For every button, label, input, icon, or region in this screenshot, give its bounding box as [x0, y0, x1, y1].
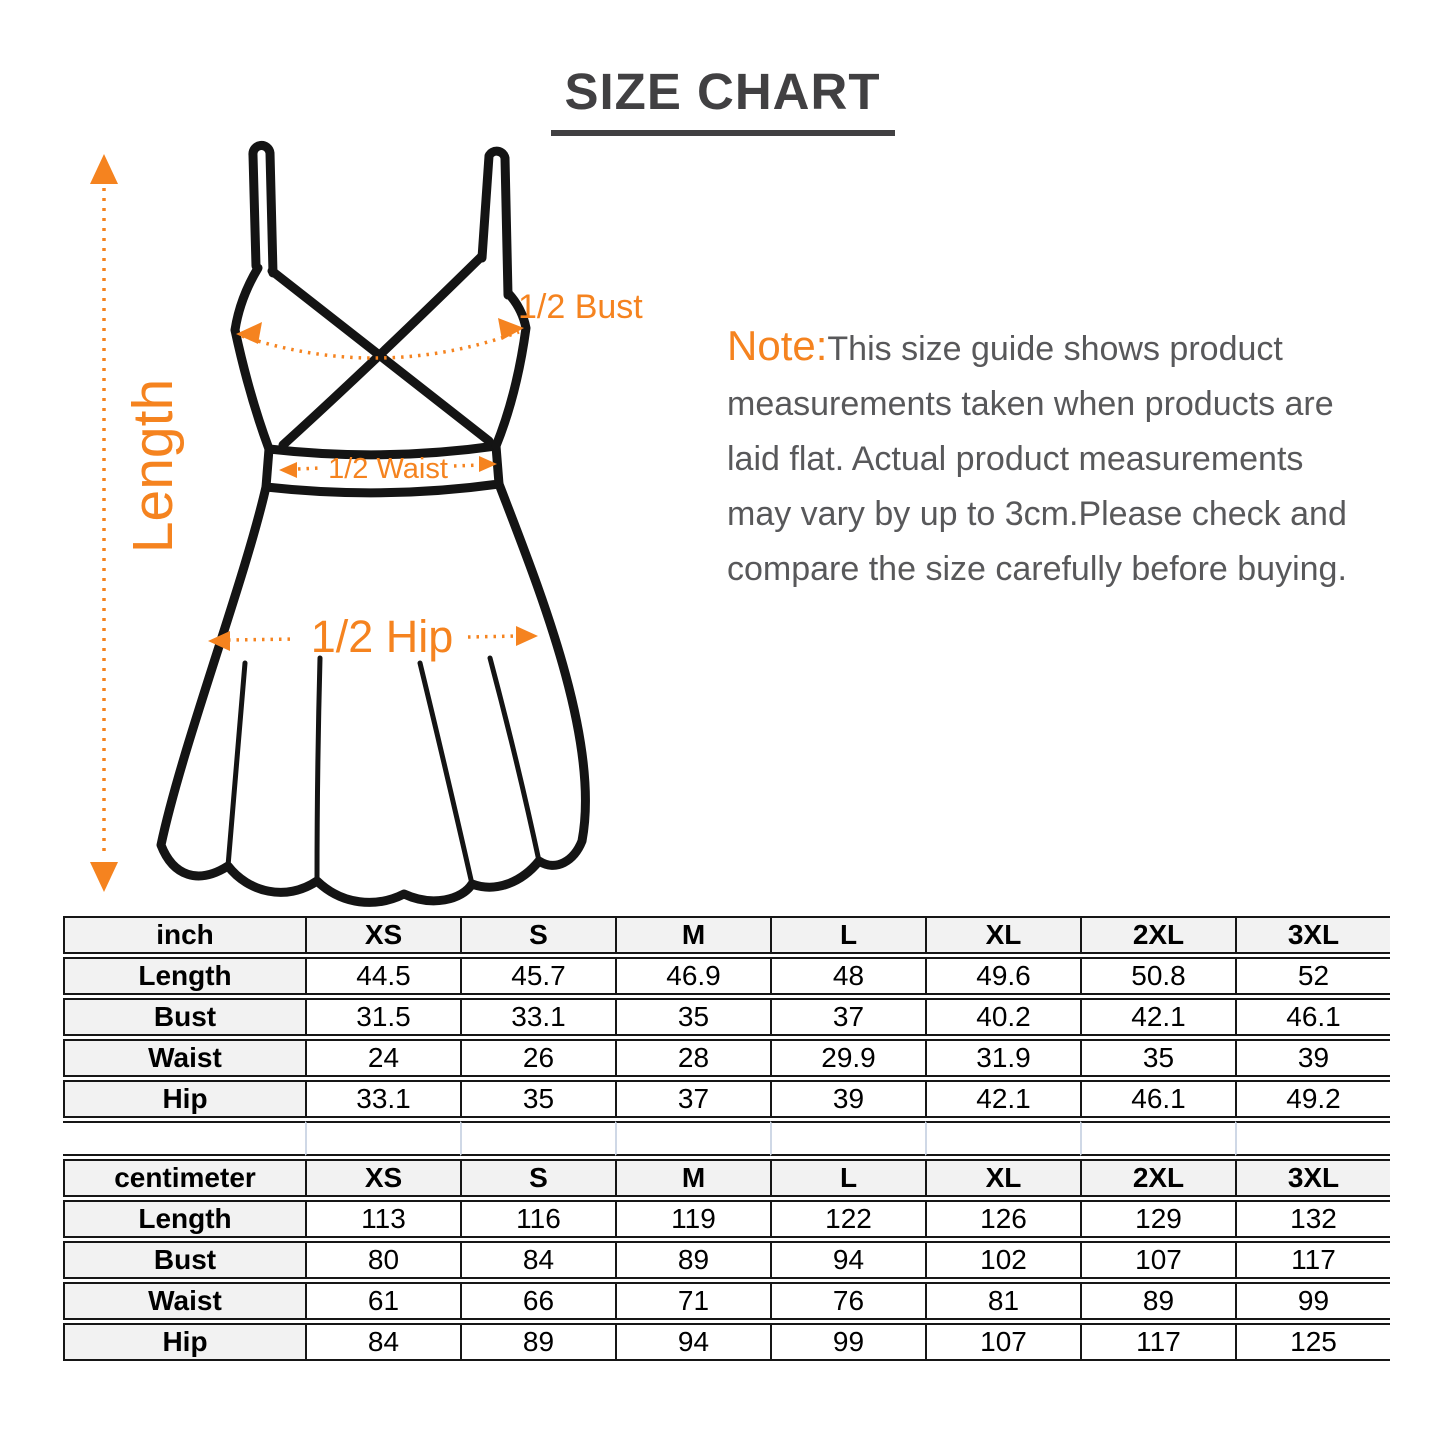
length-label: Length: [121, 378, 185, 554]
size-header: XS: [305, 916, 460, 954]
value-cell: 116: [460, 1200, 615, 1238]
size-header: XL: [925, 1159, 1080, 1197]
value-cell: 46.1: [1080, 1080, 1235, 1118]
size-header: M: [615, 916, 770, 954]
value-cell: 35: [615, 998, 770, 1036]
value-cell: 33.1: [305, 1080, 460, 1118]
value-cell: 66: [460, 1282, 615, 1320]
value-cell: 52: [1235, 957, 1390, 995]
size-header: S: [460, 1159, 615, 1197]
note-text-line: Note:This size guide shows product: [727, 322, 1283, 369]
value-cell: 117: [1080, 1323, 1235, 1361]
waist-label: 1/2 Waist: [328, 453, 448, 485]
value-cell: 35: [1080, 1039, 1235, 1077]
page-title: SIZE CHART: [551, 62, 895, 136]
value-cell: 81: [925, 1282, 1080, 1320]
table-row: [63, 1039, 1390, 1077]
value-cell: 119: [615, 1200, 770, 1238]
value-cell: 39: [770, 1080, 925, 1118]
spacer-cell: [63, 1121, 305, 1156]
dress-skirt: [161, 484, 585, 902]
value-cell: 35: [460, 1080, 615, 1118]
table-header-row: [63, 916, 1390, 954]
note-paragraph: [727, 318, 1347, 597]
value-cell: 46.9: [615, 957, 770, 995]
table-row: [63, 957, 1390, 995]
size-header: L: [770, 1159, 925, 1197]
spacer-cell: [460, 1121, 615, 1156]
value-cell: 48: [770, 957, 925, 995]
value-cell: 107: [925, 1323, 1080, 1361]
value-cell: 132: [1235, 1200, 1390, 1238]
value-cell: 49.6: [925, 957, 1080, 995]
value-cell: 28: [615, 1039, 770, 1077]
table-row: [63, 1241, 1390, 1279]
spacer-cell: [770, 1121, 925, 1156]
value-cell: 80: [305, 1241, 460, 1279]
size-header: M: [615, 1159, 770, 1197]
value-cell: 50.8: [1080, 957, 1235, 995]
unit-header-centimeter: centimeter: [63, 1159, 305, 1197]
table-row: [63, 998, 1390, 1036]
value-cell: 84: [460, 1241, 615, 1279]
bust-label: 1/2 Bust: [518, 288, 643, 326]
size-header: 2XL: [1080, 1159, 1235, 1197]
value-cell: 94: [615, 1323, 770, 1361]
value-cell: 99: [1235, 1282, 1390, 1320]
value-cell: 76: [770, 1282, 925, 1320]
value-cell: 46.1: [1235, 998, 1390, 1036]
value-cell: 42.1: [925, 1080, 1080, 1118]
value-cell: 71: [615, 1282, 770, 1320]
note-label: Note:: [727, 322, 828, 369]
table-row: [63, 1200, 1390, 1238]
value-cell: 40.2: [925, 998, 1080, 1036]
table-row: [63, 1323, 1390, 1361]
row-label: Waist: [63, 1282, 305, 1320]
value-cell: 29.9: [770, 1039, 925, 1077]
value-cell: 107: [1080, 1241, 1235, 1279]
value-cell: 126: [925, 1200, 1080, 1238]
value-cell: 24: [305, 1039, 460, 1077]
value-cell: 49.2: [1235, 1080, 1390, 1118]
value-cell: 125: [1235, 1323, 1390, 1361]
spacer-cell: [305, 1121, 460, 1156]
value-cell: 37: [615, 1080, 770, 1118]
value-cell: 84: [305, 1323, 460, 1361]
value-cell: 94: [770, 1241, 925, 1279]
value-cell: 99: [770, 1323, 925, 1361]
value-cell: 33.1: [460, 998, 615, 1036]
dress-bodice-seams: [235, 256, 526, 449]
table-header-row: [63, 1159, 1390, 1197]
dress-measurement-diagram: [70, 128, 710, 928]
size-tables: [63, 913, 1390, 1364]
size-header: S: [460, 916, 615, 954]
value-cell: 89: [615, 1241, 770, 1279]
note-text-line: measurements taken when products are: [727, 385, 1334, 423]
spacer-cell: [615, 1121, 770, 1156]
value-cell: 102: [925, 1241, 1080, 1279]
row-label: Bust: [63, 1241, 305, 1279]
note-text-line: may vary by up to 3cm.Please check and: [727, 495, 1347, 533]
length-arrowhead-top: [90, 154, 118, 184]
value-cell: 44.5: [305, 957, 460, 995]
row-label: Bust: [63, 998, 305, 1036]
spacer-cell: [1235, 1121, 1390, 1156]
spacer-cell: [925, 1121, 1080, 1156]
value-cell: 117: [1235, 1241, 1390, 1279]
hip-label: 1/2 Hip: [310, 611, 454, 662]
row-label: Hip: [63, 1323, 305, 1361]
value-cell: 122: [770, 1200, 925, 1238]
value-cell: 113: [305, 1200, 460, 1238]
value-cell: 31.5: [305, 998, 460, 1036]
table-row: [63, 1282, 1390, 1320]
value-cell: 89: [460, 1323, 615, 1361]
row-label: Length: [63, 1200, 305, 1238]
length-arrow: [90, 154, 118, 892]
size-header: 3XL: [1235, 1159, 1390, 1197]
table-spacer-row: [63, 1121, 1390, 1156]
note-text-line: laid flat. Actual product measurements: [727, 440, 1304, 478]
value-cell: 31.9: [925, 1039, 1080, 1077]
unit-header-inch: inch: [63, 916, 305, 954]
value-cell: 129: [1080, 1200, 1235, 1238]
row-label: Length: [63, 957, 305, 995]
size-header: XS: [305, 1159, 460, 1197]
size-header: 2XL: [1080, 916, 1235, 954]
value-cell: 61: [305, 1282, 460, 1320]
length-arrowhead-bottom: [90, 862, 118, 892]
size-header: XL: [925, 916, 1080, 954]
value-cell: 37: [770, 998, 925, 1036]
row-label: Hip: [63, 1080, 305, 1118]
value-cell: 89: [1080, 1282, 1235, 1320]
value-cell: 45.7: [460, 957, 615, 995]
spacer-cell: [1080, 1121, 1235, 1156]
row-label: Waist: [63, 1039, 305, 1077]
note-text-line: compare the size carefully before buying.: [727, 550, 1347, 588]
size-header: L: [770, 916, 925, 954]
value-cell: 26: [460, 1039, 615, 1077]
value-cell: 42.1: [1080, 998, 1235, 1036]
table-row: [63, 1080, 1390, 1118]
value-cell: 39: [1235, 1039, 1390, 1077]
size-header: 3XL: [1235, 916, 1390, 954]
